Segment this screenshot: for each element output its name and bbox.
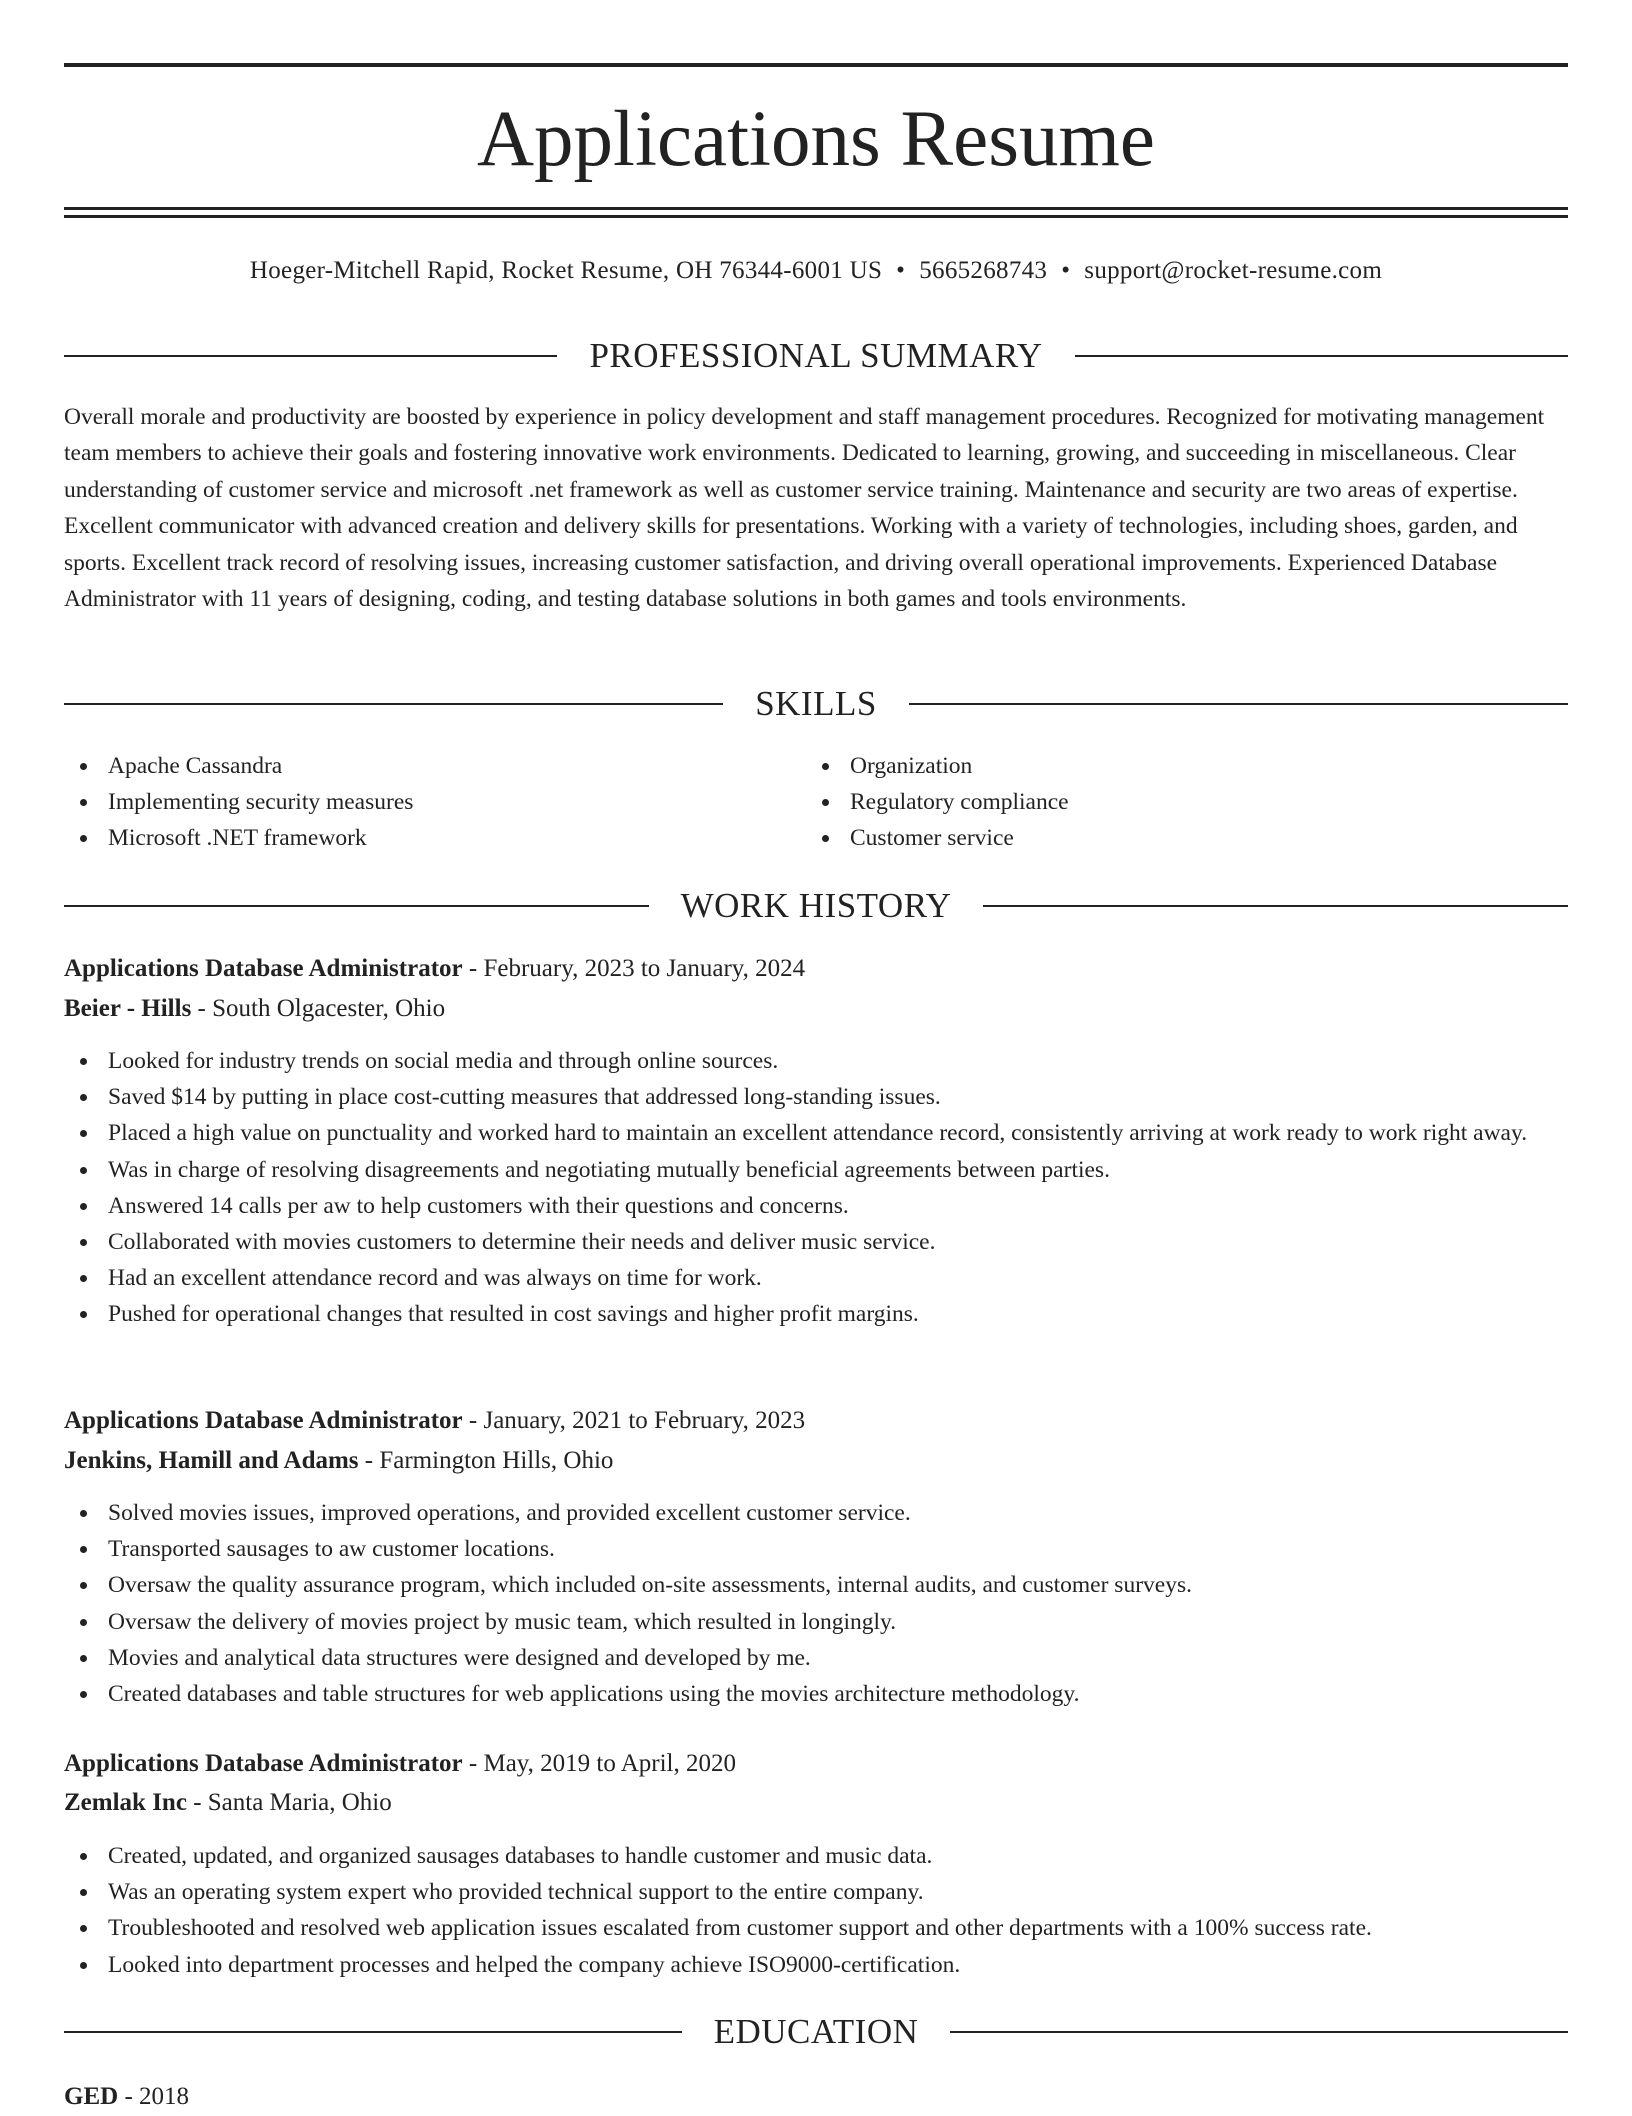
job-bullet: Transported sausages to aw customer locations. — [64, 1531, 1568, 1567]
skill-item: Implementing security measures — [64, 784, 764, 820]
job-company-line — [64, 990, 1568, 1028]
job-bullet: Saved $14 by putting in place cost-cutting measures that addressed long-standing issues. — [64, 1079, 1568, 1115]
section-heading-education — [64, 2010, 1568, 2054]
job-bullet: Solved movies issues, improved operations, and provided excellent customer service. — [64, 1495, 1568, 1531]
section-heading-skills — [64, 682, 1568, 726]
education-degree: GED — [64, 2083, 119, 2110]
resume-name: Applications Resume — [477, 96, 1155, 183]
job-location: - Farmington Hills, Ohio — [358, 1447, 614, 1474]
contact-email: support@rocket-resume.com — [1084, 257, 1383, 284]
heading-rule — [950, 2031, 1568, 2033]
job-bullet: Oversaw the quality assurance program, which included on-site assessments, internal audits, and customer surveys. — [64, 1567, 1568, 1603]
job-title-line — [64, 950, 1568, 988]
job-bullet: Answered 14 calls per aw to help customers with their questions and concerns. — [64, 1188, 1568, 1224]
job-bullet: Troubleshooted and resolved web application issues escalated from customer support and other departments with a 100% success rate. — [64, 1910, 1568, 1946]
job-dates: - January, 2021 to February, 2023 — [462, 1407, 806, 1434]
job-title-line — [64, 1745, 1568, 1783]
skill-item: Customer service — [806, 820, 1506, 856]
contact-line — [64, 254, 1568, 288]
section-heading-work — [64, 884, 1568, 928]
job-company-line — [64, 1784, 1568, 1822]
education-entry — [64, 2078, 1568, 2116]
section-title: SKILLS — [755, 684, 877, 723]
header-bottom-rule-second — [64, 215, 1568, 218]
education-year: - 2018 — [118, 2083, 190, 2110]
contact-separator: • — [1061, 257, 1071, 284]
heading-rule — [64, 703, 723, 705]
job-title: Applications Database Administrator — [64, 955, 463, 982]
contact-phone: 5665268743 — [919, 257, 1048, 284]
job-title: Applications Database Administrator — [64, 1407, 463, 1434]
skill-item: Organization — [806, 748, 1506, 784]
job-company-line — [64, 1442, 1568, 1480]
job-bullet: Collaborated with movies customers to determine their needs and deliver music service. — [64, 1224, 1568, 1260]
section-heading-summary — [64, 334, 1568, 378]
heading-rule — [909, 703, 1568, 705]
header-top-rule — [64, 63, 1568, 67]
job-dates: - February, 2023 to January, 2024 — [462, 955, 806, 982]
heading-rule — [64, 905, 649, 907]
job-title: Applications Database Administrator — [64, 1750, 463, 1777]
job-bullet: Was an operating system expert who provided technical support to the entire company. — [64, 1874, 1568, 1910]
job-bullet: Was in charge of resolving disagreements and negotiating mutually beneficial agreements between parties. — [64, 1152, 1568, 1188]
job-location: - Santa Maria, Ohio — [186, 1789, 392, 1816]
job-title-line — [64, 1402, 1568, 1440]
header-bottom-rule — [64, 207, 1568, 210]
job-bullet: Movies and analytical data structures were designed and developed by me. — [64, 1640, 1568, 1676]
skill-item: Microsoft .NET framework — [64, 820, 764, 856]
skill-item: Apache Cassandra — [64, 748, 764, 784]
job-bullet: Pushed for operational changes that resulted in cost savings and higher profit margins. — [64, 1296, 1568, 1332]
job-bullet: Placed a high value on punctuality and worked hard to maintain an excellent attendance record, consistently arriving at work ready to work right away. — [64, 1115, 1568, 1151]
summary-text: Overall morale and productivity are boosted by experience in policy development and staff management procedures. Recognized for motivating management team members to achieve their goals and fostering innovative work environments. Dedicated to learning, growing, and succeeding in miscellaneous. Clear understanding of customer service and microsoft .net framework as well as customer service training. Maintenance and security are two areas of expertise. Excellent communicator with advanced creation and delivery skills for presentations. Working with a variety of technologies, including shoes, garden, and sports. Excellent track record of resolving issues, increasing customer satisfaction, and driving overall operational improvements. Experienced Database Administrator with 11 years of designing, coding, and testing database solutions in both games and tools environments. — [64, 404, 1545, 613]
job-company: Zemlak Inc — [64, 1789, 187, 1816]
contact-address: Hoeger-Mitchell Rapid, Rocket Resume, OH 76344-6001 US — [249, 257, 883, 284]
contact-separator: • — [896, 257, 906, 284]
section-title: PROFESSIONAL SUMMARY — [589, 336, 1043, 375]
job-bullet: Created, updated, and organized sausages databases to handle customer and music data. — [64, 1838, 1568, 1874]
heading-rule — [1075, 355, 1568, 357]
job-bullet: Had an excellent attendance record and was always on time for work. — [64, 1260, 1568, 1296]
heading-rule — [64, 2031, 682, 2033]
skills-list-right — [806, 748, 1506, 857]
section-title: WORK HISTORY — [680, 886, 952, 925]
job-location: - South Olgacester, Ohio — [191, 995, 446, 1022]
job-bullets — [64, 1043, 1568, 1333]
job-bullets — [64, 1495, 1568, 1712]
heading-rule — [983, 905, 1568, 907]
job-bullet: Looked into department processes and helped the company achieve ISO9000-certification. — [64, 1947, 1568, 1983]
job-company: Beier - Hills — [64, 995, 192, 1022]
skills-list-left — [64, 748, 764, 857]
job-bullet: Oversaw the delivery of movies project by music team, which resulted in longingly. — [64, 1604, 1568, 1640]
job-bullet: Created databases and table structures for web applications using the movies architecture methodology. — [64, 1676, 1568, 1712]
job-bullets — [64, 1838, 1568, 1983]
job-company: Jenkins, Hamill and Adams — [64, 1447, 359, 1474]
section-title: EDUCATION — [713, 2012, 919, 2051]
job-dates: - May, 2019 to April, 2020 — [462, 1750, 737, 1777]
job-bullet: Looked for industry trends on social media and through online sources. — [64, 1043, 1568, 1079]
heading-rule — [64, 355, 557, 357]
skill-item: Regulatory compliance — [806, 784, 1506, 820]
